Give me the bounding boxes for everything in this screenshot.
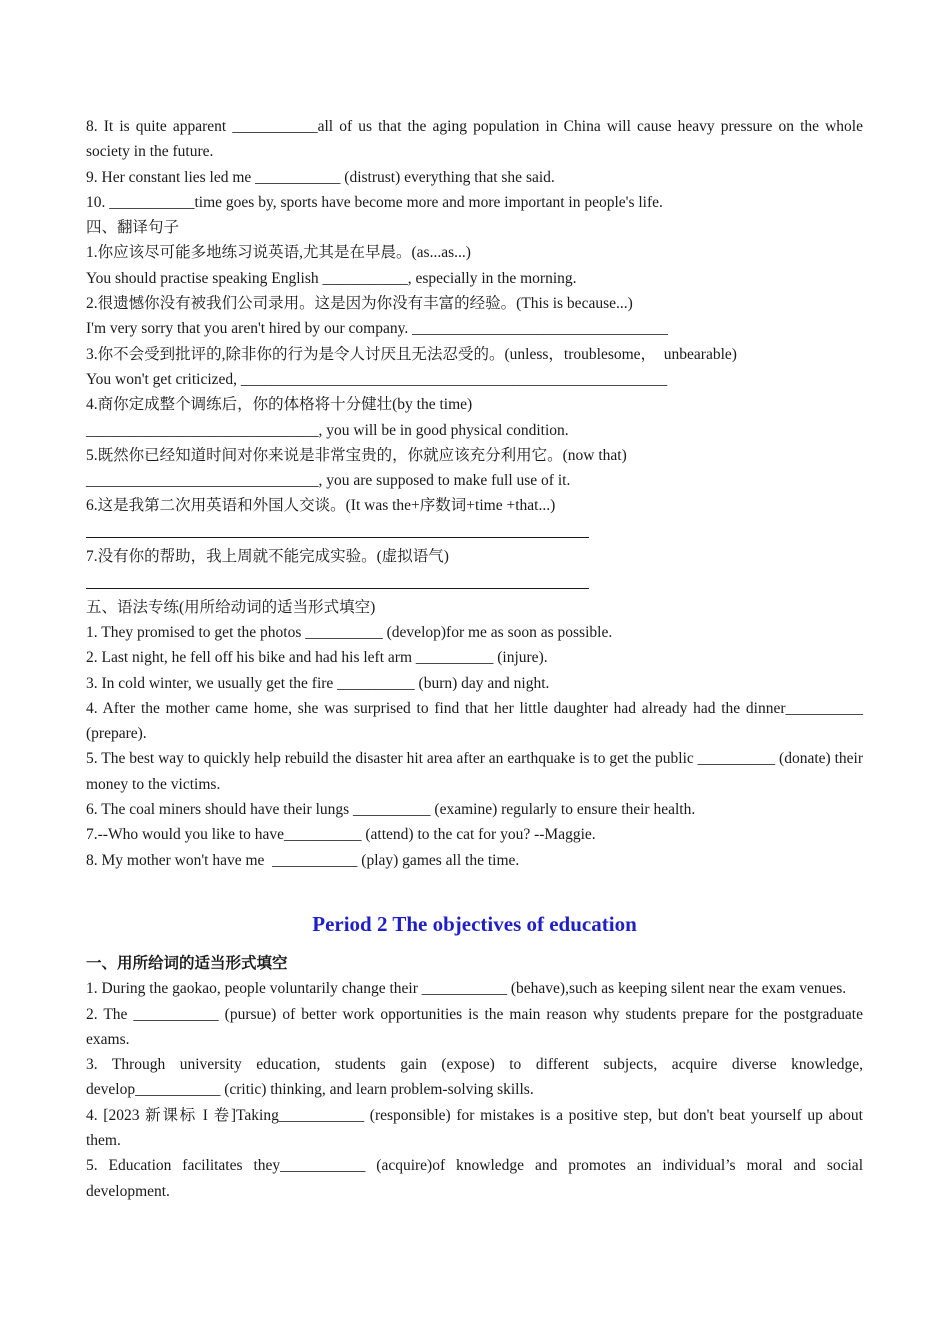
exercise-line: 6.这是我第二次用英语和外国人交谈。(It was the+序数词+time +that...) [86,497,556,515]
exercise-line: 4. After the mother came home, she was surprised to find that her little daughter had already had the dinner__________ (prepare). [86,699,867,743]
exercise-line: 10. ___________time goes by, sports have become more and more important in people's life. [86,193,663,211]
exercise-line: 9. Her constant lies led me ___________ (distrust) everything that she said. [86,168,555,186]
exercise-line: You should practise speaking English ___________, especially in the morning. [86,269,577,287]
exercise-line: 4. [2023 新课标 I 卷]Taking___________ (responsible) for mistakes is a positive step, but don't beat yourself up about them. [86,1106,867,1149]
exercise-line: 3. Through university education, students gain (expose) to different subjects, acquire diverse knowledge, develop___________ (critic) thinking, and learn problem-solving skills. [86,1056,867,1099]
exercise-line: 1.你应该尽可能多地练习说英语,尤其是在早晨。(as...as...) [86,244,471,262]
exercise-line: 7.--Who would you like to have__________ (attend) to the cat for you? --Maggie. [86,826,596,844]
translation-section [86,215,863,594]
exercise-line: 1. During the gaokao, people voluntarily change their ___________ (behave),such as keeping silent near the exam venues. [86,980,847,998]
worksheet-page [86,114,867,1204]
exercise-line: 4.商你定成整个调练后，你的体格将十分健壮(by the time) [86,396,473,414]
exercise-line: 1. They promised to get the photos __________ (develop)for me as soon as possible. [86,623,613,641]
exercise-line: 8. My mother won't have me ___________ (play) games all the time. [86,851,520,869]
exercise-line: 6. The coal miners should have their lungs __________ (examine) regularly to ensure their health. [86,801,696,819]
exercise-line: You won't get criticized, _______________________________________________________ [86,370,668,388]
section-heading: 五、语法专练(用所给动词的适当形式填空) [86,598,376,616]
exercise-line: 2. The ___________ (pursue) of better work opportunities is the main reason why students prepare for the postgraduate exams. [86,1005,867,1048]
section-heading: 四、翻译句子 [86,219,180,237]
exercise-line: 7.没有你的帮助，我上周就不能完成实验。(虚拟语气) [86,548,449,566]
exercise-line: 2.很遗憾你没有被我们公司录用。这是因为你没有丰富的经验。(This is because...) [86,295,633,313]
exercise-line: 8. It is quite apparent ___________all of us that the aging population in China will cause heavy pressure on the whole society in the future. [86,118,867,161]
period-title: Period 2 The objectives of education [312,911,637,936]
answer-line [86,519,863,544]
word-form-section [86,951,867,1204]
grammar-practice-section [86,595,867,873]
section-heading: 一、用所给词的适当形式填空 [86,954,288,972]
exercise-line: 3. In cold winter, we usually get the fire __________ (burn) day and night. [86,674,550,692]
exercise-line: 5. The best way to quickly help rebuild the disaster hit area after an earthquake is to get the public __________ (donate) their money to the victims. [86,750,867,793]
exercise-line: ______________________________, you will be in good physical condition. [86,421,569,439]
grammar-fill-section [86,114,867,215]
exercise-line: ______________________________, you are supposed to make full use of it. [86,472,571,490]
exercise-line: 5. Education facilitates they___________ (acquire)of knowledge and promotes an individual’s moral and social development. [86,1157,867,1200]
exercise-line: 2. Last night, he fell off his bike and had his left arm __________ (injure). [86,649,548,667]
exercise-line: 3.你不会受到批评的,除非你的行为是令人讨厌且无法忍受的。(unless，troublesome， unbearable) [86,345,737,363]
answer-line [86,569,863,594]
exercise-line: 5.既然你已经知道时间对你来说是非常宝贵的，你就应该充分利用它。(now that) [86,446,627,464]
exercise-line: I'm very sorry that you aren't hired by our company. _________________________________ [86,320,668,338]
